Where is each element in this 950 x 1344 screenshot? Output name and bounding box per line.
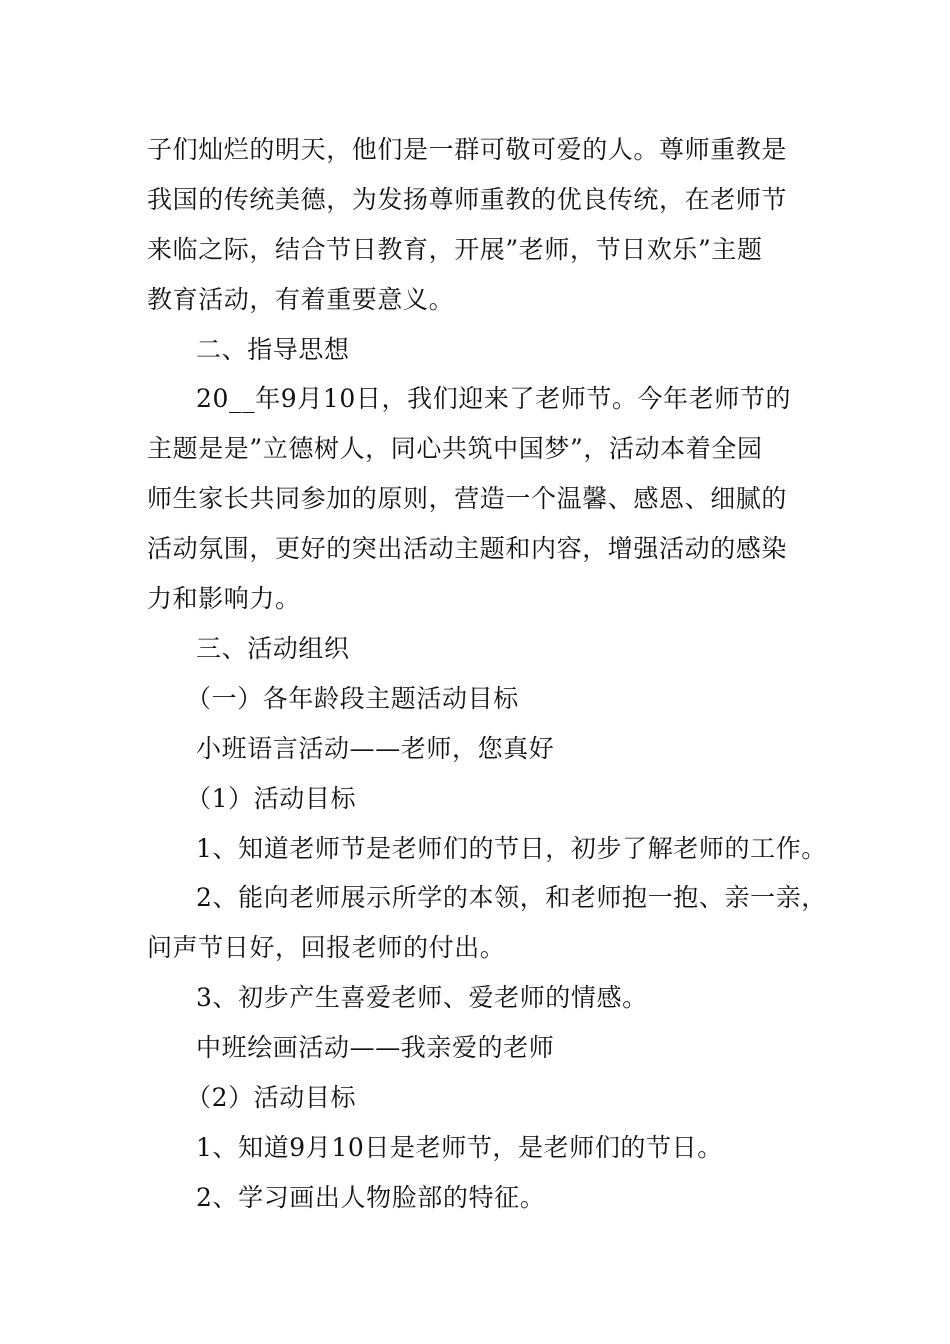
list-item: 1、知道9月10日是老师节，是老师们的节日。 [196,1133,723,1162]
paragraph-line: 子们灿烂的明天，他们是一群可敬可爱的人。尊师重教是 [147,135,788,164]
paragraph-line: 20__年9月10日，我们迎来了老师节。今年老师节的 [196,384,792,413]
list-item: 2、能向老师展示所学的本领，和老师抱一抱、亲一亲， [196,883,827,912]
paragraph-line: 我国的传统美德，为发扬尊师重教的优良传统，在老师节 [147,185,788,214]
section-heading: 二、指导思想 [196,335,350,364]
paragraph-line: 来临之际，结合节日教育，开展”老师，节日欢乐”主题 [147,235,763,264]
list-item: 2、学习画出人物脸部的特征。 [196,1183,546,1212]
paragraph-line: 师生家长共同参加的原则，营造一个温馨、感恩、细腻的 [147,484,788,513]
paragraph-line: 力和影响力。 [147,584,301,613]
list-item: 1、知道老师节是老师们的节日，初步了解老师的工作。 [196,834,827,863]
section-heading: 三、活动组织 [196,634,350,663]
paragraph-line: 问声节日好，回报老师的付出。 [147,933,506,962]
subsection-heading: （1）活动目标 [186,784,357,813]
subsection-heading: （一）各年龄段主题活动目标 [186,684,519,713]
list-item: 3、初步产生喜爱老师、爱老师的情感。 [196,983,648,1012]
paragraph-line: 主题是是”立德树人，同心共筑中国梦”，活动本着全园 [147,434,763,463]
activity-title: 中班绘画活动——我亲爱的老师 [196,1033,555,1062]
subsection-heading: （2）活动目标 [186,1083,357,1112]
activity-title: 小班语言活动——老师，您真好 [196,734,555,763]
paragraph-line: 活动氛围，更好的突出活动主题和内容，增强活动的感染 [147,534,788,563]
paragraph-line: 教育活动，有着重要意义。 [147,285,455,314]
